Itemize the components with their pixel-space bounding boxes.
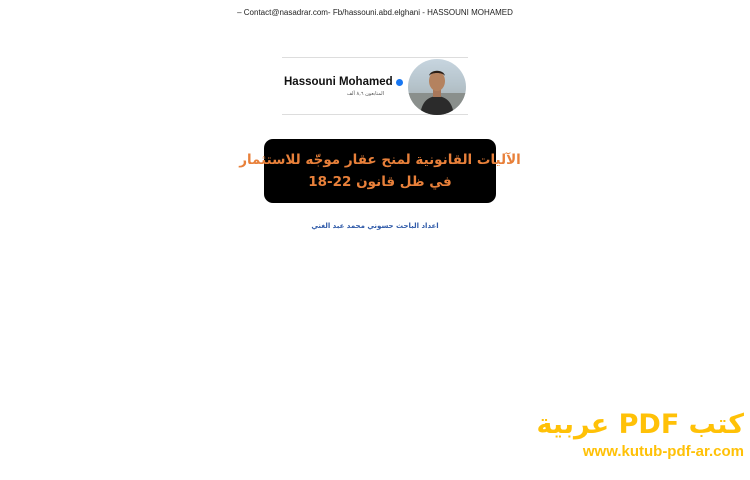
avatar-photo [408, 59, 466, 115]
profile-card [282, 57, 468, 115]
profile-name-row [284, 76, 403, 88]
title-box [239, 139, 521, 203]
profile-name: Hassouni Mohamed [284, 76, 393, 88]
title-line-1: الآليات القانونية لمنح عقار موجّه للاستثمار [239, 152, 521, 168]
verified-badge-icon [396, 79, 403, 86]
profile-followers: المتابعون ٨,٦ ألف [346, 91, 384, 97]
avatar [408, 59, 466, 115]
watermark [536, 408, 744, 462]
title-line-2: في ظل قانون 22-18 [308, 174, 452, 190]
author-credit: اعداد الباحث حسوني محمد عبد الغني [311, 222, 439, 230]
contact-header: – Contact@nasadrar.com- Fb/hassouni.abd.elghani - HASSOUNI MOHAMED [237, 8, 513, 17]
watermark-url: www.kutub-pdf-ar.com [582, 443, 744, 460]
watermark-brand: كتب PDF عربية [536, 409, 744, 440]
